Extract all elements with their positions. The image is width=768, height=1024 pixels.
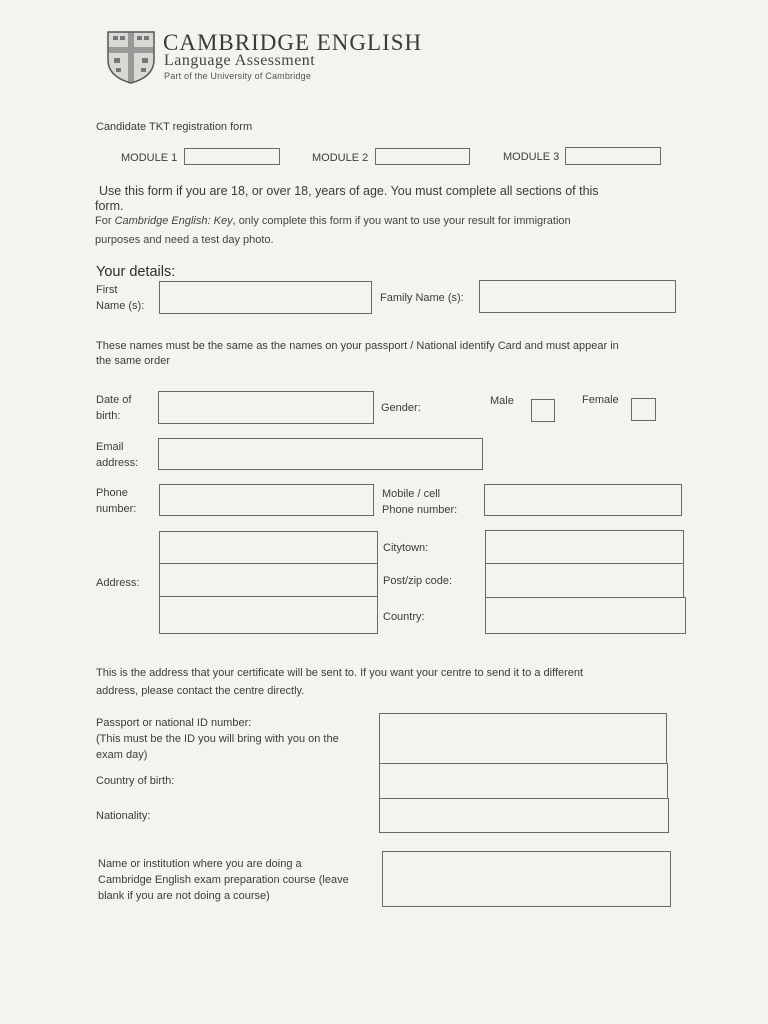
form-title: Candidate TKT registration form xyxy=(96,121,253,133)
phone-label: Phone number: xyxy=(96,487,137,515)
address-note-line-2: address, please contact the centre directly. xyxy=(96,685,305,697)
brand-subtitle: Language Assessment xyxy=(164,52,316,69)
intro-line-2: form. xyxy=(95,199,124,213)
names-note-line-2: the same order xyxy=(96,355,170,367)
date-of-birth-input[interactable] xyxy=(158,391,374,424)
intro-key-note: For Cambridge English: Key, only complete this form if you want to use your result for immigration xyxy=(95,215,571,227)
module-2-checkbox[interactable] xyxy=(375,148,470,165)
female-checkbox[interactable] xyxy=(631,398,656,421)
mobile-input[interactable] xyxy=(484,484,682,516)
phone-input[interactable] xyxy=(159,484,374,516)
family-name-label: Family Name (s): xyxy=(380,292,464,304)
country-label: Country: xyxy=(383,611,425,623)
email-input[interactable] xyxy=(158,438,483,470)
first-name-input[interactable] xyxy=(159,281,372,314)
passport-label: Passport or national ID number: (This must be the ID you will bring with you on the exam day) xyxy=(96,717,339,761)
country-input[interactable] xyxy=(485,597,686,634)
date-of-birth-label: Date of birth: xyxy=(96,394,132,422)
brand-title: CAMBRIDGE ENGLISH xyxy=(163,30,423,55)
module-3-checkbox[interactable] xyxy=(565,147,661,165)
module-1-checkbox[interactable] xyxy=(184,148,280,165)
cambridge-crest-logo xyxy=(106,30,156,84)
mobile-label: Mobile / cell Phone number: xyxy=(382,488,458,516)
postcode-input[interactable] xyxy=(485,563,684,598)
email-label: Email address: xyxy=(96,441,139,469)
address-label: Address: xyxy=(96,577,140,589)
family-name-input[interactable] xyxy=(479,280,676,313)
female-label: Female xyxy=(582,394,619,406)
address-note-line-1: This is the address that your certificate will be sent to. If you want your centre to send it to a different xyxy=(96,667,584,679)
city-input[interactable] xyxy=(485,530,684,564)
module-1-label: MODULE 1 xyxy=(121,152,178,164)
nationality-label: Nationality: xyxy=(96,810,151,822)
brand-part-of: Part of the University of Cambridge xyxy=(164,71,312,81)
male-checkbox[interactable] xyxy=(531,399,555,422)
your-details-heading: Your details: xyxy=(96,264,176,280)
address-line-1-input[interactable] xyxy=(159,531,378,564)
intro-key-note-line-2: purposes and need a test day photo. xyxy=(95,234,274,246)
address-line-2-input[interactable] xyxy=(159,563,378,597)
postcode-label: Post/zip code: xyxy=(383,575,453,587)
module-2-label: MODULE 2 xyxy=(312,152,369,164)
nationality-input[interactable] xyxy=(379,798,669,833)
intro-line-1: Use this form if you are 18, or over 18, years of age. You must complete all sections of this xyxy=(99,184,599,198)
institution-input[interactable] xyxy=(382,851,671,907)
first-name-label: First Name (s): xyxy=(96,284,145,312)
address-line-3-input[interactable] xyxy=(159,596,378,634)
city-label: Citytown: xyxy=(383,542,429,554)
institution-label: Name or institution where you are doing a Cambridge English exam preparation course (leave blank if you are not doing a course) xyxy=(98,858,349,902)
male-label: Male xyxy=(490,395,514,407)
gender-label: Gender: xyxy=(381,402,421,414)
names-note-line-1: These names must be the same as the names on your passport / National identify Card and must appear in xyxy=(96,340,619,352)
country-of-birth-label: Country of birth: xyxy=(96,775,175,787)
module-3-label: MODULE 3 xyxy=(503,151,560,163)
country-of-birth-input[interactable] xyxy=(379,763,668,799)
passport-input[interactable] xyxy=(379,713,667,764)
